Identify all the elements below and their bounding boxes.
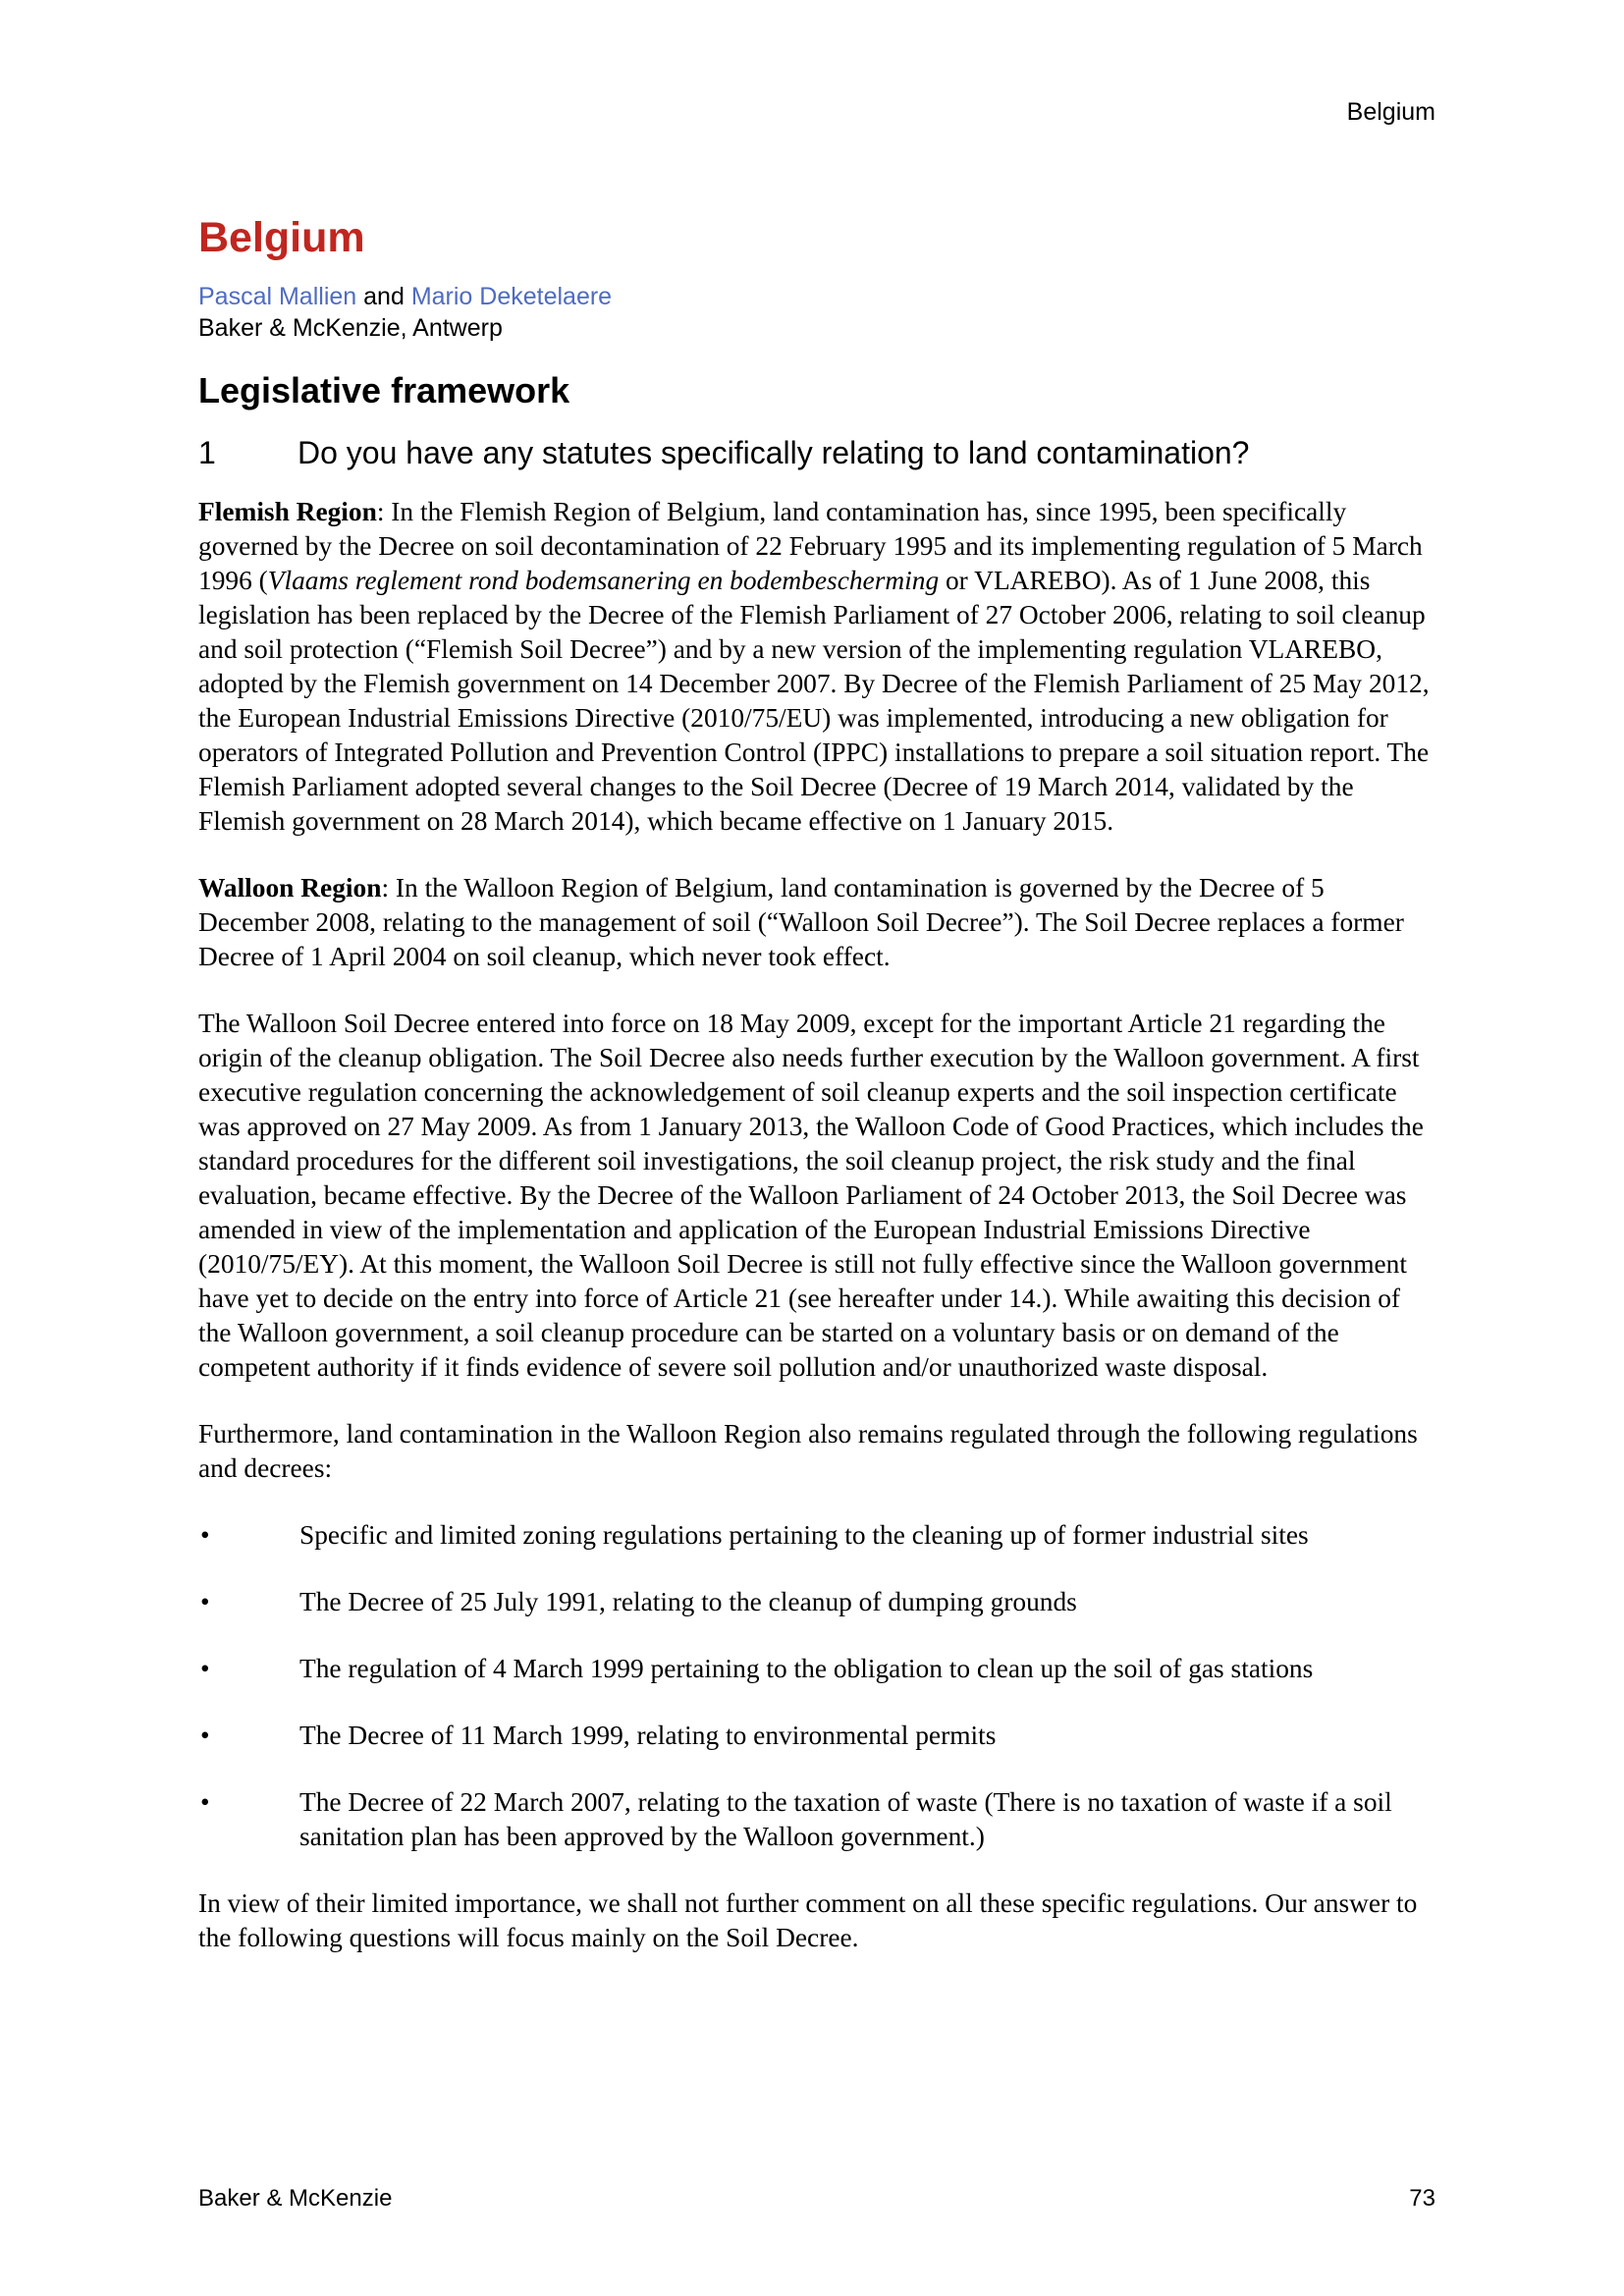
walloon-region-paragraph <box>198 871 1435 974</box>
list-item-text: The Decree of 11 March 1999, relating to environmental permits <box>299 1721 997 1750</box>
flemish-region-label: Flemish Region <box>198 497 377 526</box>
question-1 <box>198 432 1435 473</box>
list-item-text: The Decree of 22 March 2007, relating to the taxation of waste (There is no taxation of waste if a soil sanitation plan has been approved by the Walloon government.) <box>299 1787 1392 1851</box>
regulations-intro-paragraph: Furthermore, land contamination in the Walloon Region also remains regulated through the following regulations and decrees: <box>198 1419 1418 1483</box>
bullet-icon: • <box>200 1520 210 1550</box>
list-item-text: The regulation of 4 March 1999 pertaining to the obligation to clean up the soil of gas stations <box>299 1654 1314 1683</box>
author-link-mario-deketelaere[interactable]: Mario Deketelaere <box>410 283 613 310</box>
flemish-italic-title: Vlaams reglement rond bodemsanering en bodembescherming <box>267 566 940 595</box>
closing-paragraph: In view of their limited importance, we shall not further comment on all these specific regulations. Our answer to the following questions will focus mainly on the Soil Decree. <box>198 1888 1418 1952</box>
firm-name: Baker & McKenzie, Antwerp <box>198 314 503 342</box>
question-number: 1 <box>198 435 216 470</box>
bullet-icon: • <box>200 1721 210 1750</box>
author-link-pascal-mallien[interactable]: Pascal Mallien <box>198 283 357 310</box>
bullet-icon: • <box>200 1654 210 1683</box>
list-item <box>198 1652 1435 1686</box>
chapter-title: Belgium <box>198 214 365 261</box>
page-content <box>198 208 1435 1955</box>
list-item-text: The Decree of 25 July 1991, relating to the cleanup of dumping grounds <box>299 1587 1077 1616</box>
section-heading: Legislative framework <box>198 370 570 410</box>
footer-firm: Baker & McKenzie <box>198 2185 393 2212</box>
list-item <box>198 1719 1435 1753</box>
list-item <box>198 1785 1435 1854</box>
list-item <box>198 1585 1435 1619</box>
page-number: 73 <box>1409 2185 1435 2212</box>
list-item-text: Specific and limited zoning regulations pertaining to the cleaning up of former industrial sites <box>299 1520 1309 1550</box>
author-line <box>198 281 1435 312</box>
author-conjunction: and <box>363 283 405 310</box>
walloon-region-label: Walloon Region <box>198 873 382 902</box>
bullet-icon: • <box>200 1787 210 1817</box>
list-item <box>198 1518 1435 1553</box>
bullet-icon: • <box>200 1587 210 1616</box>
author-block <box>198 281 1435 344</box>
flemish-text-part1: : In the Flemish Region of Belgium, land contamination has, since 1995, been specifically governed by the Decree on soil decontamination of 22 February 1995 and its implementing regulation of 5 March 1996 ( <box>198 497 1423 595</box>
flemish-text-part2: or VLAREBO). As of 1 June 2008, this legislation has been replaced by the Decree of the Flemish Parliament of 27 October 2006, relating to soil cleanup and soil protection (“Flemish Soil Decree”) and by a new version of the implementing regulation VLAREBO, adopted by the Flemish government on 14 December 2007. By Decree of the Flemish Parliament of 25 May 2012, the European Industrial Emissions Directive (2010/75/EU) was implemented, introducing a new obligation for operators of Integrated Pollution and Prevention Control (IPPC) installations to prepare a soil situation report. The Flemish Parliament adopted several changes to the Soil Decree (Decree of 19 March 2014, validated by the Flemish government on 28 March 2014), which became effective on 1 January 2015. <box>198 566 1430 836</box>
flemish-region-paragraph <box>198 495 1435 839</box>
walloon-text: : In the Walloon Region of Belgium, land contamination is governed by the Decree of 5 December 2008, relating to the management of soil (“Walloon Soil Decree”). The Soil Decree replaces a former Decree of 1 April 2004 on soil cleanup, which never took effect. <box>198 873 1404 971</box>
regulations-list <box>198 1518 1435 1854</box>
running-header: Belgium <box>1346 98 1435 126</box>
question-text: Do you have any statutes specifically relating to land contamination? <box>298 435 1250 470</box>
walloon-soil-decree-paragraph: The Walloon Soil Decree entered into force on 18 May 2009, except for the important Article 21 regarding the origin of the cleanup obligation. The Soil Decree also needs further execution by the Walloon government. A first executive regulation concerning the acknowledgement of soil cleanup experts and the soil inspection certificate was approved on 27 May 2009. As from 1 January 2013, the Walloon Code of Good Practices, which includes the standard procedures for the different soil investigations, the soil cleanup project, the risk study and the final evaluation, became effective. By the Decree of the Walloon Parliament of 24 October 2013, the Soil Decree was amended in view of the implementation and application of the European Industrial Emissions Directive (2010/75/EY). At this moment, the Walloon Soil Decree is still not fully effective since the Walloon government have yet to decide on the entry into force of Article 21 (see hereafter under 14.). While awaiting this decision of the Walloon government, a soil cleanup procedure can be started on a voluntary basis or on demand of the competent authority if it finds evidence of severe soil pollution and/or unauthorized waste disposal. <box>198 1009 1424 1382</box>
